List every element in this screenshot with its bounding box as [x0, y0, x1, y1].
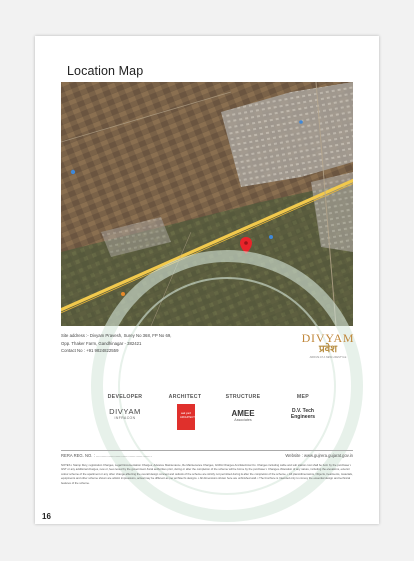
page-number: 16: [42, 512, 51, 521]
project-logo: [297, 332, 359, 360]
location-map[interactable]: [61, 82, 353, 326]
disclaimer-notes: NOTES ▪ Stamp Duty, registration Charges, Legal Documentation Charges, Advance Maintenance, Re Maintenance Charges, GUDA Charges And Electrical Co. Charges including cable and sub station cost shall be born by the purchaser ▪ GST or any additional charges, new or, fees levied by the government /local authorities prior, during or after the completion of the scheme will be borne by the purchaser ▪ Changes /Alteration of any nature, including the elevations, exterior colour scheme of the apartment or any other change affecting the overall design concept and outlook of the scheme are strictly not permitted during & after the completion of the scheme. ▪ All plans/dimensions, Objects, treatments, materials, equipments and other scheme shown are artistic impressions, actual may be different as per architect's designs. ▪ All dimensions shown here are unfinished wall. ▪ The brochure is Intended only to convey the essential design and technical features of the scheme.: [61, 464, 353, 485]
poi-marker-icon[interactable]: [71, 170, 75, 174]
poi-marker-icon[interactable]: [269, 235, 273, 239]
structure-logo: AMEE Associates: [231, 409, 255, 422]
developer-heading: DEVELOPER: [107, 394, 143, 400]
architect-heading: ARCHITECT: [168, 394, 202, 400]
contact-number: Contact No : +91 9824822559: [61, 348, 119, 354]
developer-logo: DIVYAM INFRACON: [109, 407, 141, 420]
rera-website-link[interactable]: Website : www.gujrera.gujarat.gov.in: [285, 453, 353, 458]
poi-marker-icon[interactable]: [299, 120, 303, 124]
mep-heading: MEP: [296, 394, 310, 400]
project-logo-name: DIVYAM: [301, 331, 355, 345]
structure-heading: STRUCTURE: [225, 394, 261, 400]
page-title: Location Map: [67, 64, 144, 78]
poi-marker-icon[interactable]: [121, 292, 125, 296]
satellite-map-image: [61, 82, 353, 326]
site-info: [61, 332, 211, 355]
mep-logo: D.V. Tech Engineers: [290, 408, 316, 420]
project-team: DEVELOPER ARCHITECT STRUCTURE MEP DIVYAM INFRACON aak yard ARCHITECTS AMEE Associates D.V. Tech Engineers: [95, 394, 335, 434]
site-address-line-2: Opp. Thaker Farm, Gandhinagar - 382421: [61, 340, 142, 346]
project-logo-tagline: ARRIVE AT A NEW LIFESTYLE: [309, 356, 347, 359]
rera-registration: RERA REG. NO. : ................................................: [61, 453, 152, 458]
footer-divider: [61, 450, 353, 451]
site-address-line-1: Site address :- Divyam Pravesh, Surey No 368, FP No 69,: [61, 333, 172, 338]
brochure-page: [35, 36, 379, 524]
project-logo-sub: प्रवेश: [318, 344, 338, 355]
